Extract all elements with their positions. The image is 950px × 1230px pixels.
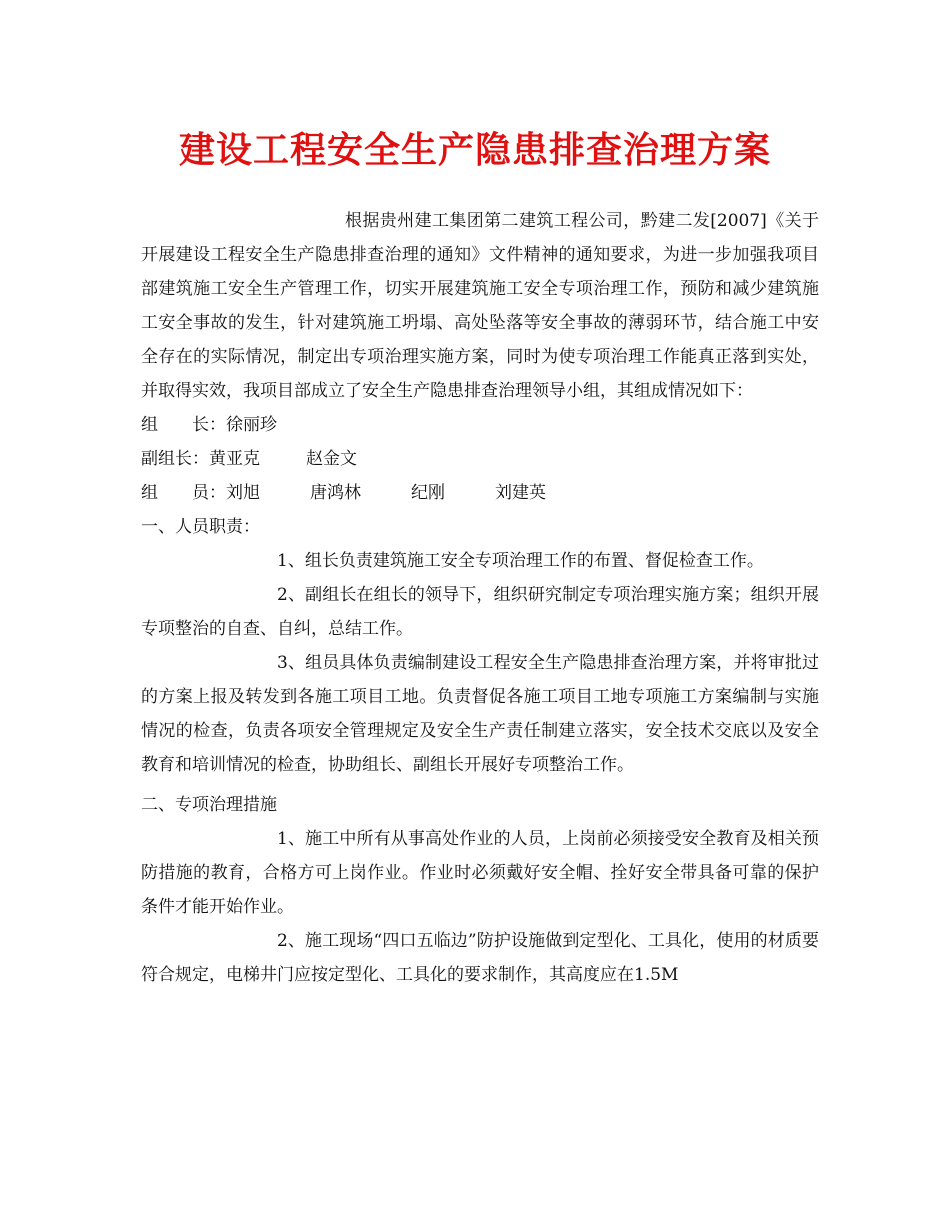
roster-deputy-label: 副组长： (141, 449, 209, 469)
roster-leader-line (141, 408, 819, 442)
roster-member-name: 刘旭 (226, 483, 260, 503)
document-title: 建设工程安全生产隐患排查治理方案 (178, 129, 771, 171)
section1-item: 1、组长负责建筑施工安全专项治理工作的布置、督促检查工作。 (277, 551, 764, 571)
section2-heading: 二、专项治理措施 (141, 795, 277, 815)
section1-item: 2、副组长在组长的领导下，组织研究制定专项治理实施方案；组织开展专项整治的自查、自纠，总结工作。 (141, 585, 819, 639)
roster-member-name: 刘建英 (495, 483, 546, 503)
section2-item: 1、施工中所有从事高处作业的人员，上岗前必须接受安全教育及相关预防措施的教育，合格方可上岗作业。作业时必须戴好安全帽、拴好安全带具备可靠的保护条件才能开始作业。 (141, 829, 819, 917)
roster-member-name: 纪刚 (411, 483, 445, 503)
document-body (141, 204, 819, 992)
roster-leader-label: 组 长： (141, 415, 226, 435)
roster-deputy-name: 黄亚克 (209, 449, 260, 469)
intro-paragraph: 根据贵州建工集团第二建筑工程公司，黔建二发[2007]《关于开展建设工程安全生产隐患排查治理的通知》文件精神的通知要求，为进一步加强我项目部建筑施工安全生产管理工作，切实开展建筑施工安全专项治理工作，预防和减少建筑施工安全事故的发生，针对建筑施工坍塌、高处坠落等安全事故的薄弱环节，结合施工中安全存在的实际情况，制定出专项治理实施方案，同时为使专项治理工作能真正落到实处，并取得实效，我项目部成立了安全生产隐患排查治理领导小组，其组成情况如下： (141, 211, 819, 401)
section1-item: 3、组员具体负责编制建设工程安全生产隐患排查治理方案，并将审批过的方案上报及转发到各施工项目工地。负责督促各施工项目工地专项施工方案编制与实施情况的检查，负责各项安全管理规定及安全生产责任制建立落实，安全技术交底以及安全教育和培训情况的检查，协助组长、副组长开展好专项整治工作。 (141, 653, 819, 775)
roster-deputy-name: 赵金文 (306, 449, 357, 469)
section2-item: 2、施工现场“四口五临边”防护设施做到定型化、工具化，使用的材质要符合规定，电梯井门应按定型化、工具化的要求制作，其高度应在1.5M (141, 931, 819, 985)
roster-leader-name: 徐丽珍 (226, 415, 277, 435)
roster-deputy-line (141, 442, 819, 476)
section1-heading: 一、人员职责： (141, 517, 260, 537)
roster-members-label: 组 员： (141, 483, 226, 503)
roster-members-line (141, 476, 819, 510)
roster-member-name: 唐鸿林 (310, 483, 361, 503)
